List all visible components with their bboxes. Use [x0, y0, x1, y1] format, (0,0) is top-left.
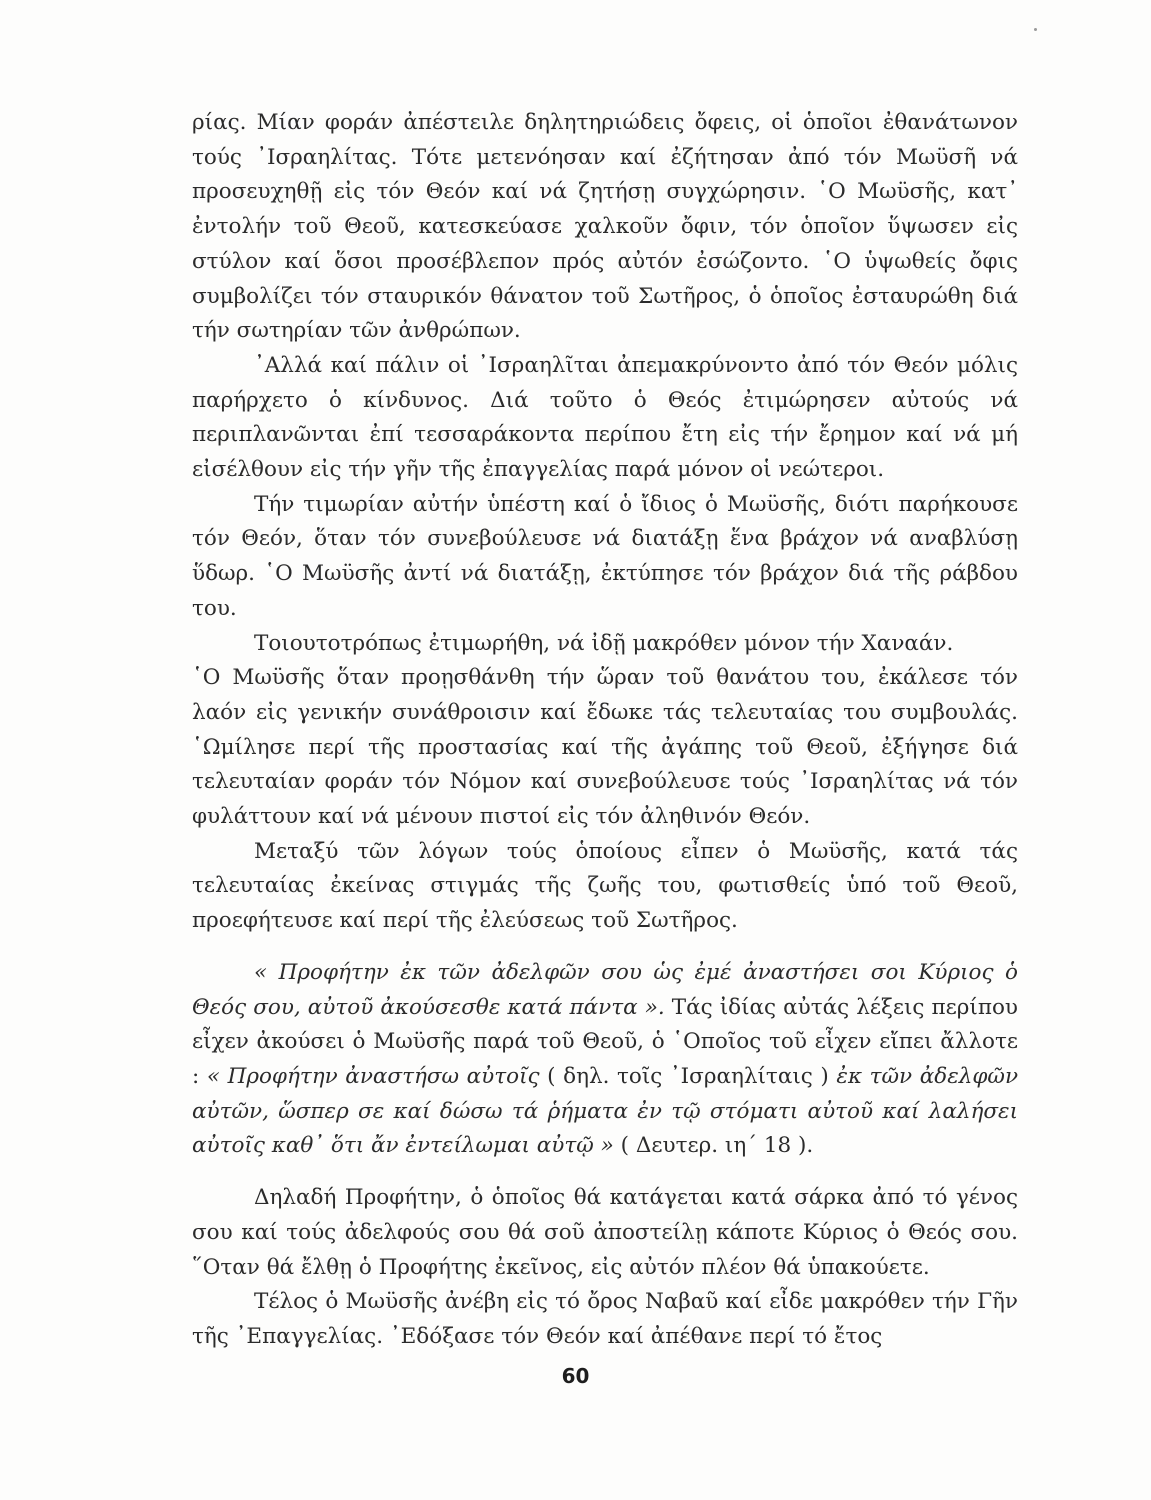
paragraph-bronze-serpent: ρίας. Μίαν φοράν ἀπέστειλε δηλητηριώδεις ὄφεις, οἱ ὁποῖοι ἐθανάτωνον τούς ᾿Ισραηλίτας. Τότε μετενόησαν καί ἐζήτησαν ἀπό τόν Μωϋσῆ νά προσευχηθῇ εἰς τόν Θεόν καί νά ζητήσῃ συγχώρησιν. ῾Ο Μωϋσῆς, κατ᾿ ἐντολήν τοῦ Θεοῦ, κατεσκεύασε χαλκοῦν ὄφιν, τόν ὁποῖον ὕψωσεν εἰς στύλον καί ὅσοι προσέβλεπον πρός αὐτόν ἐσώζοντο. ῾Ο ὑψωθείς ὄφις συμβολίζει τόν σταυρικόν θάνατον τοῦ Σωτῆρος, ὁ ὁποῖος ἐσταυρώθη διά τήν σωτηρίαν τῶν ἀνθρώπων. [192, 110, 1018, 344]
paragraph-last-counsels: ῾Ο Μωϋσῆς ὅταν προῃσθάνθη τήν ὥραν τοῦ θανάτου του, ἐκάλεσε τόν λαόν εἰς γενικήν συνάθροισιν καί ἔδωκε τάς τελευταίας του συμβουλάς. ῾Ωμίλησε περί τῆς προστασίας καί τῆς ἀγάπης τοῦ Θεοῦ, ἐξήγησε διά τελευταίαν φοράν τόν Νόμον καί συνεβούλευσε τούς ᾿Ισραηλίτας νά τόν φυλάττουν καί νά μένουν πιστοί εἰς τόν ἀληθινόν Θεόν. [192, 665, 1018, 830]
quote-plain-1: Τάς ἰδίας αὐτάς λέξεις περίπου εἶχεν ἀκούσει ὁ Μωϋσῆς παρά τοῦ Θεοῦ, ὁ ῾Οποῖος τοῦ εἶχεν εἴπει ἄλλοτε : [192, 994, 1018, 1089]
quote-italic-1: « Προφήτην ἐκ τῶν ἀδελφῶν σου ὡς ἐμέ ἀναστήσει σοι Κύριος ὁ Θεός σου, αὐτοῦ ἀκούσεσθε κατά πάντα ». [192, 959, 1018, 1020]
quote-italic-2: « Προφήτην ἀναστήσω αὐτοῖς [206, 1063, 540, 1089]
paragraph-sees-canaan: Τοιουτοτρόπως ἐτιμωρήθη, νά ἰδῇ μακρόθεν μόνον τήν Χαναάν. [254, 630, 954, 656]
scan-speck [1034, 28, 1037, 31]
quote-reference: ( Δευτερ. ιη΄ 18 ). [613, 1133, 814, 1159]
paragraph-moses-punishment: Τήν τιμωρίαν αὐτήν ὑπέστη καί ὁ ἴδιος ὁ Μωϋσῆς, διότι παρήκουσε τόν Θεόν, ὅταν τόν συνεβούλευσε νά διατάξῃ ἕνα βράχον νά αναβλύσῃ ὕδωρ. ῾Ο Μωϋσῆς ἀντί νά διατάξῃ, ἐκτύπησε τόν βράχον διά τῆς ράβδου του. [192, 491, 1018, 621]
body-text [192, 106, 1018, 1355]
paragraph-prophecy-intro: Μεταξύ τῶν λόγων τούς ὁποίους εἶπεν ὁ Μωϋσῆς, κατά τάς τελευταίας ἐκείνας στιγμάς τῆς ζωῆς του, φωτισθείς ὑπό τοῦ Θεοῦ, προεφήτευσε καί περί τῆς ἐλεύσεως τοῦ Σωτῆρος. [192, 838, 1018, 934]
paragraph-moses-death: Τέλος ὁ Μωϋσῆς ἀνέβη εἰς τό ὄρος Ναβαῦ καί εἶδε μακρόθεν τήν Γῆν τῆς ᾿Επαγγελίας. ᾿Εδόξασε τόν Θεόν καί ἀπέθανε περί τό ἔτος [192, 1289, 1018, 1349]
paragraph-prophecy-quote [192, 956, 1018, 1164]
paragraph-prophet-explanation: Δηλαδή Προφήτην, ὁ ὁποῖος θά κατάγεται κατά σάρκα ἀπό τό γένος σου καί τούς ἀδελφούς σου θά σοῦ ἀποστείλῃ κάποτε Κύριος ὁ Θεός σου. ῞Οταν θά ἔλθῃ ὁ Προφήτης ἐκεῖνος, εἰς αὐτόν πλέον θά ὑπακούετε. [192, 1185, 1018, 1280]
quote-plain-2: ( δηλ. τοῖς ᾿Ισραηλίταις ) [539, 1063, 837, 1089]
quote-italic-3: ἐκ τῶν ἀδελφῶν αὐτῶν, ὥσπερ σε καί δώσω τά ῥήματα ἐν τῷ στόματι αὐτοῦ καί λαλήσει αὐτοῖς καθ᾿ ὅτι ἄν ἐντείλωμαι αὐτῷ » [192, 1063, 1019, 1159]
paragraph-wandering-desert: ᾿Αλλά καί πάλιν οἱ ᾿Ισραηλῖται ἀπεμακρύνοντο ἀπό τόν Θεόν μόλις παρήρχετο ὁ κίνδυνος. Διά τοῦτο ὁ Θεός ἐτιμώρησεν αὐτούς νά περιπλανῶνται ἐπί τεσσαράκοντα περίπου ἔτη εἰς τήν ἔρημον καί νά μή εἰσέλθουν εἰς τήν γῆν τῆς ἐπαγγελίας παρά μόνον οἱ νεώτεροι. [192, 352, 1018, 483]
page-number: 60 [561, 1364, 590, 1388]
